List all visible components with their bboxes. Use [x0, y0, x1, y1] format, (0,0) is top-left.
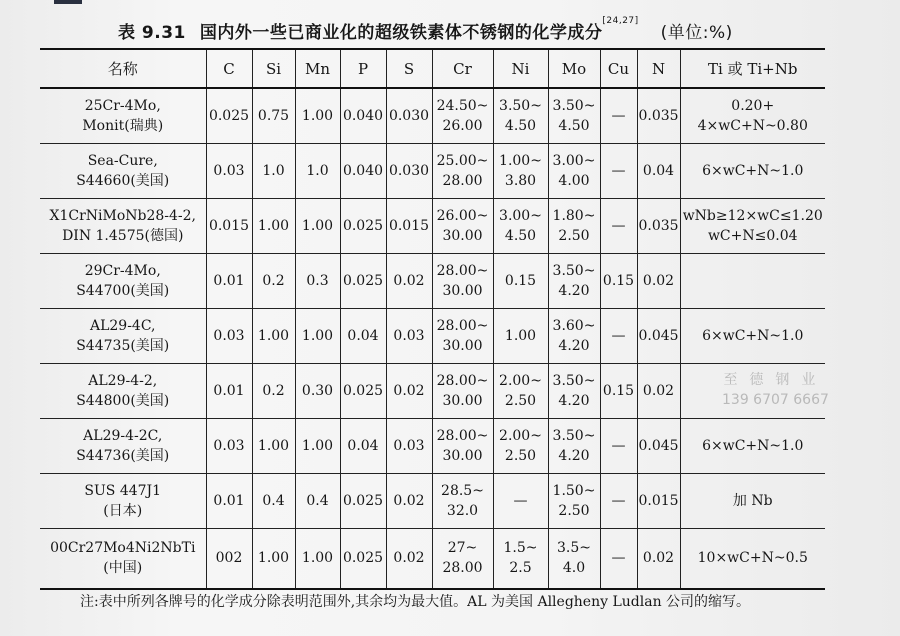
cell-s: 0.03	[386, 418, 432, 473]
header-mo: Mo	[548, 49, 600, 88]
cell-si: 0.75	[252, 88, 295, 143]
cell-mo-line: 3.50~	[552, 427, 596, 444]
cell-cr-line: 28.00~	[436, 372, 489, 389]
cell-ni	[493, 418, 548, 473]
cell-n: 0.045	[637, 418, 680, 473]
cell-p: 0.025	[340, 253, 386, 308]
cell-mn: 1.00	[295, 418, 340, 473]
grade-name-cell	[40, 143, 206, 198]
header-cu: Cu	[600, 49, 637, 88]
cell-si: 1.00	[252, 198, 295, 253]
cell-mo-line: 4.0	[562, 560, 586, 577]
cell-ti-nb	[680, 473, 825, 528]
cell-n: 0.02	[637, 528, 680, 589]
cell-cr-line: 26.00~	[436, 207, 489, 224]
cell-n: 0.045	[637, 308, 680, 363]
cell-cr-line: 32.0	[446, 502, 479, 519]
cell-mo	[548, 363, 600, 418]
table-row	[40, 88, 825, 143]
cell-c: 0.01	[206, 363, 252, 418]
grade-name-cell	[40, 253, 206, 308]
cell-ni	[493, 308, 548, 363]
header-cr: Cr	[432, 49, 493, 88]
chemical-composition-table	[40, 48, 825, 590]
header-p: P	[340, 49, 386, 88]
cell-mn: 0.30	[295, 363, 340, 418]
grade-name-cell	[40, 363, 206, 418]
cell-c: 0.015	[206, 198, 252, 253]
cell-cr-line: 30.00	[442, 282, 483, 299]
cell-p: 0.040	[340, 143, 386, 198]
grade-name-cell-line: Sea-Cure,	[87, 152, 158, 169]
cell-ni	[493, 253, 548, 308]
grade-name-cell-line: (日本)	[103, 502, 143, 519]
cell-cu: —	[600, 88, 637, 143]
grade-name-cell	[40, 198, 206, 253]
cell-mo-line: 3.5~	[557, 540, 591, 557]
cell-n: 0.035	[637, 88, 680, 143]
cell-mo-line: 3.60~	[552, 317, 596, 334]
cell-mo-line: 4.00	[558, 172, 590, 189]
cell-s: 0.030	[386, 88, 432, 143]
header-si: Si	[252, 49, 295, 88]
cell-ni	[493, 528, 548, 589]
cell-cr-line: 28.00	[442, 560, 483, 577]
cell-n: 0.02	[637, 253, 680, 308]
cell-ti-nb-line: 加 Nb	[732, 492, 773, 509]
cell-si: 1.00	[252, 528, 295, 589]
cell-cr-line: 26.00	[442, 117, 483, 134]
cell-mo-line: 1.80~	[552, 207, 596, 224]
cell-mo	[548, 528, 600, 589]
grade-name-cell-line: AL29-4C,	[89, 317, 156, 334]
cell-ni-line: 4.50	[504, 117, 537, 134]
cell-mo-line: 4.20	[558, 392, 590, 409]
grade-name-cell-line: S44660(美国)	[76, 172, 170, 189]
cell-cr-line: 28.5~	[441, 482, 484, 499]
cell-c: 0.03	[206, 143, 252, 198]
cell-mn: 0.4	[295, 473, 340, 528]
grade-name-cell-line: S44700(美国)	[76, 282, 170, 299]
cell-ti-nb-line: 6×wC+N~1.0	[702, 327, 804, 344]
cell-mo	[548, 473, 600, 528]
cell-ni-line: 2.00~	[499, 427, 542, 444]
grade-name-cell-line: 29Cr-4Mo,	[84, 262, 161, 279]
cell-cr-line: 28.00~	[436, 317, 489, 334]
cell-s: 0.03	[386, 308, 432, 363]
cell-c: 002	[206, 528, 252, 589]
cell-cr-line: 27~	[447, 540, 478, 557]
cell-cr-line: 30.00	[442, 392, 483, 409]
cell-cr	[432, 418, 493, 473]
cell-mo-line: 4.20	[558, 447, 590, 464]
cell-mo-line: 1.50~	[552, 482, 596, 499]
table-title: 国内外一些已商业化的超级铁素体不锈钢的化学成分	[199, 23, 603, 43]
cell-c: 0.01	[206, 253, 252, 308]
cell-mo-line: 4.20	[558, 282, 590, 299]
cell-ni-line: —	[513, 492, 528, 509]
cell-cr-line: 30.00	[442, 337, 483, 354]
cell-p: 0.025	[340, 363, 386, 418]
cell-c: 0.03	[206, 308, 252, 363]
cell-mo	[548, 308, 600, 363]
grade-name-cell	[40, 418, 206, 473]
cell-n: 0.015	[637, 473, 680, 528]
cell-p: 0.025	[340, 528, 386, 589]
cell-c: 0.03	[206, 418, 252, 473]
cell-ni-line: 4.50	[504, 227, 537, 244]
cell-ni-line: 1.5~	[503, 540, 538, 557]
cell-cr	[432, 308, 493, 363]
cell-mo	[548, 418, 600, 473]
cell-si: 1.00	[252, 308, 295, 363]
cell-ti-nb-line: 10×wC+N~0.5	[697, 550, 808, 567]
grade-name-cell-line: S44736(美国)	[76, 447, 170, 464]
table-references: [24,27]	[602, 16, 639, 26]
cell-ti-nb	[680, 143, 825, 198]
cell-cr-line: 28.00~	[436, 427, 489, 444]
cell-mn: 1.00	[295, 198, 340, 253]
cell-cr-line: 30.00	[442, 227, 483, 244]
cell-mo-line: 3.00~	[552, 152, 596, 169]
cell-mn: 0.3	[295, 253, 340, 308]
grade-name-cell-line: AL29-4-2,	[88, 372, 158, 389]
cell-n: 0.035	[637, 198, 680, 253]
cell-cr	[432, 143, 493, 198]
table-number: 表 9.31	[118, 23, 186, 43]
cell-si: 1.00	[252, 418, 295, 473]
cell-mo-line: 2.50	[558, 227, 590, 244]
grade-name-cell-line: S44800(美国)	[76, 392, 170, 409]
cell-mn: 1.00	[295, 528, 340, 589]
header-n: N	[637, 49, 680, 88]
table-row	[40, 418, 825, 473]
cell-ni-line: 1.00~	[499, 152, 542, 169]
grade-name-cell-line: (中国)	[103, 560, 143, 577]
cell-ni-line: 2.5	[509, 560, 532, 577]
table-caption	[118, 18, 733, 43]
grade-name-cell	[40, 473, 206, 528]
cell-mo-line: 4.20	[558, 337, 590, 354]
cell-ni-line: 2.50	[504, 447, 537, 464]
cell-ni	[493, 143, 548, 198]
cell-cr	[432, 88, 493, 143]
cell-ni	[493, 198, 548, 253]
cell-mn: 1.0	[295, 143, 340, 198]
cell-cr-line: 25.00~	[436, 152, 489, 169]
cell-ti-nb-line: 6×wC+N~1.0	[702, 162, 804, 179]
cell-c: 0.01	[206, 473, 252, 528]
cell-ti-nb	[680, 88, 825, 143]
cell-ni-line: 0.15	[504, 272, 537, 289]
cell-cu: —	[600, 143, 637, 198]
cell-cu: —	[600, 308, 637, 363]
cell-c: 0.025	[206, 88, 252, 143]
grade-name-cell-line: 25Cr-4Mo,	[84, 97, 161, 114]
cell-ni-line: 2.00~	[499, 372, 542, 389]
grade-name-cell	[40, 88, 206, 143]
grade-name-cell-line: S44735(美国)	[76, 337, 170, 354]
grade-name-cell-line: X1CrNiMoNb28-4-2,	[49, 207, 197, 224]
cell-s: 0.030	[386, 143, 432, 198]
cell-s: 0.02	[386, 363, 432, 418]
cell-ti-nb	[680, 253, 825, 308]
cell-ni-line: 3.50~	[499, 97, 542, 114]
cell-s: 0.02	[386, 473, 432, 528]
cell-cu: —	[600, 528, 637, 589]
header-name: 名称	[40, 49, 206, 88]
cell-ti-nb-line: 6×wC+N~1.0	[702, 437, 804, 454]
cell-cu: 0.15	[600, 363, 637, 418]
cell-n: 0.02	[637, 363, 680, 418]
grade-name-cell	[40, 308, 206, 363]
cell-ti-nb	[680, 198, 825, 253]
cell-cu: —	[600, 198, 637, 253]
table-row	[40, 143, 825, 198]
cell-ti-nb	[680, 308, 825, 363]
grade-name-cell-line: 00Cr27Mo4Ni2NbTi	[50, 540, 196, 557]
cell-p: 0.04	[340, 308, 386, 363]
cell-ti-nb	[680, 418, 825, 473]
cell-p: 0.025	[340, 473, 386, 528]
cell-p: 0.025	[340, 198, 386, 253]
cell-mo-line: 3.50~	[552, 262, 596, 279]
table-row	[40, 473, 825, 528]
page-edge-shadow	[54, 0, 82, 4]
table-footnote: 注:表中所列各牌号的化学成分除表明范围外,其余均为最大值。AL 为美国 Allegheny Ludlan 公司的缩写。	[80, 594, 751, 610]
watermark-name: 至德钢业	[723, 372, 828, 388]
cell-cr-line: 28.00~	[436, 262, 489, 279]
header-ti: Ti 或 Ti+Nb	[680, 49, 825, 88]
cell-ti-nb-line: 0.20+	[731, 97, 775, 114]
cell-cu: —	[600, 473, 637, 528]
cell-ti-nb	[680, 528, 825, 589]
cell-mo	[548, 253, 600, 308]
cell-p: 0.040	[340, 88, 386, 143]
cell-mn: 1.00	[295, 88, 340, 143]
cell-mo	[548, 198, 600, 253]
cell-ni-line: 3.80	[504, 172, 537, 189]
cell-mo-line: 2.50	[558, 502, 590, 519]
cell-mo	[548, 143, 600, 198]
cell-mo-line: 4.50	[558, 117, 590, 134]
cell-p: 0.04	[340, 418, 386, 473]
cell-cr	[432, 528, 493, 589]
grade-name-cell-line: AL29-4-2C,	[83, 427, 163, 444]
cell-mn: 1.00	[295, 308, 340, 363]
cell-mo-line: 3.50~	[552, 97, 596, 114]
header-row	[40, 49, 825, 88]
cell-ni-line: 3.00~	[499, 207, 542, 224]
cell-ni	[493, 473, 548, 528]
cell-ti-nb-line: wNb≥12×wC≤1.20	[682, 207, 823, 224]
watermark	[722, 370, 829, 410]
cell-cr-line: 28.00	[442, 172, 483, 189]
grade-name-cell-line: Monit(瑞典)	[82, 117, 164, 134]
cell-si: 0.2	[252, 253, 295, 308]
cell-cr-line: 24.50~	[436, 97, 489, 114]
cell-cu: 0.15	[600, 253, 637, 308]
table-row	[40, 253, 825, 308]
cell-ni	[493, 363, 548, 418]
table-unit: (单位:%)	[660, 23, 733, 43]
table-row	[40, 363, 825, 418]
cell-ti-nb-line: wC+N≤0.04	[707, 227, 798, 244]
cell-cr	[432, 253, 493, 308]
table-row	[40, 308, 825, 363]
cell-si: 0.4	[252, 473, 295, 528]
cell-ti-nb-line: 4×wC+N~0.80	[697, 117, 808, 134]
cell-ni-line: 1.00	[504, 327, 537, 344]
cell-si: 0.2	[252, 363, 295, 418]
cell-ni-line: 2.50	[504, 392, 537, 409]
header-c: C	[206, 49, 252, 88]
cell-mo-line: 3.50~	[552, 372, 596, 389]
table-row	[40, 528, 825, 589]
cell-ni	[493, 88, 548, 143]
grade-name-cell-line: SUS 447J1	[84, 482, 162, 499]
cell-s: 0.02	[386, 528, 432, 589]
cell-s: 0.02	[386, 253, 432, 308]
grade-name-cell-line: DIN 1.4575(德国)	[62, 227, 184, 244]
cell-s: 0.015	[386, 198, 432, 253]
cell-cr	[432, 363, 493, 418]
cell-n: 0.04	[637, 143, 680, 198]
table-row	[40, 198, 825, 253]
cell-si: 1.0	[252, 143, 295, 198]
watermark-phone: 139 6707 6667	[722, 392, 829, 408]
cell-cr	[432, 198, 493, 253]
header-ni: Ni	[493, 49, 548, 88]
grade-name-cell	[40, 528, 206, 589]
cell-cu: —	[600, 418, 637, 473]
header-s: S	[386, 49, 432, 88]
cell-cr	[432, 473, 493, 528]
cell-mo	[548, 88, 600, 143]
cell-cr-line: 30.00	[442, 447, 483, 464]
header-mn: Mn	[295, 49, 340, 88]
